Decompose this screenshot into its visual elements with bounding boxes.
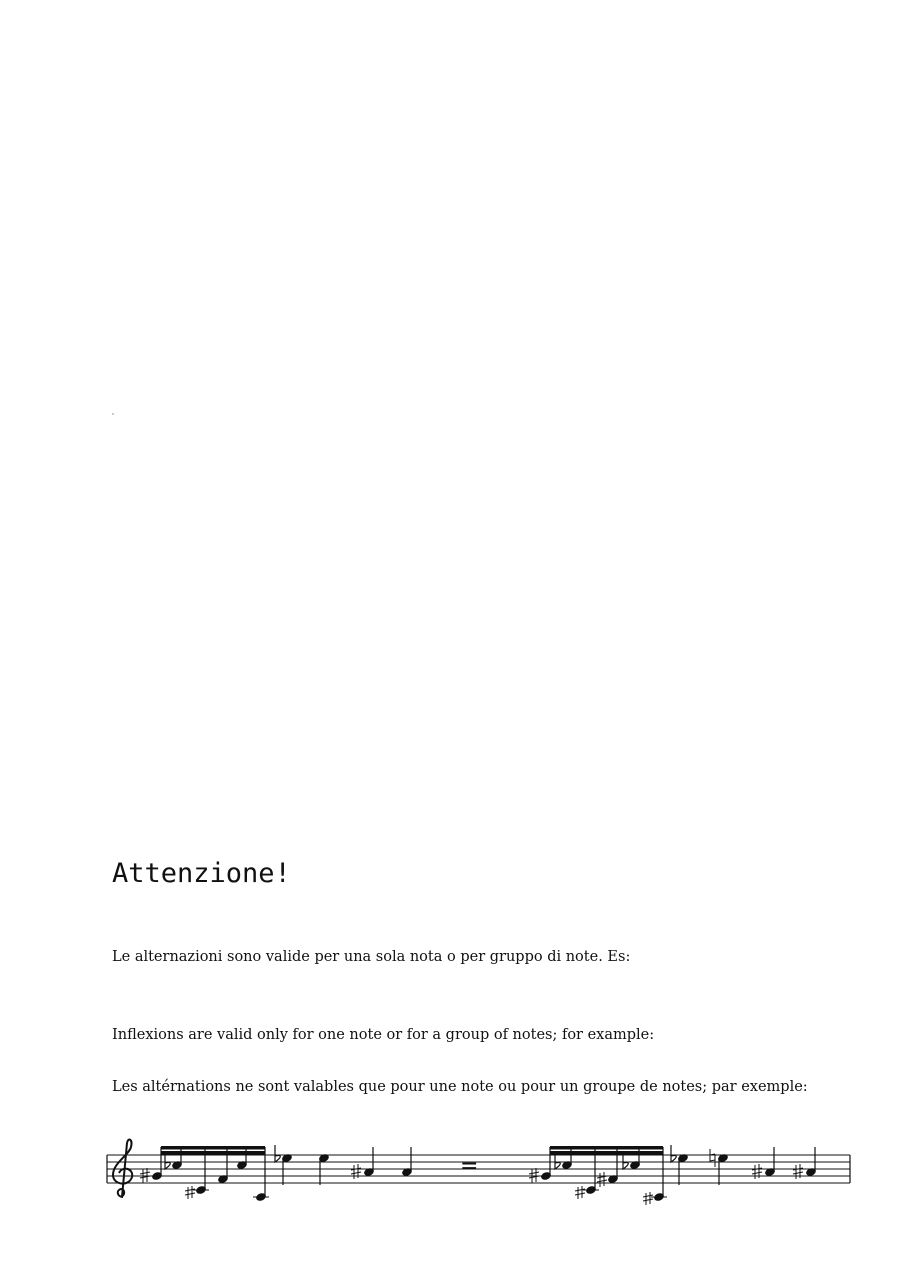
note-beam [161, 1146, 265, 1150]
treble-clef-icon [113, 1140, 132, 1197]
note-beam [550, 1151, 663, 1155]
note-beam [550, 1146, 663, 1150]
sharp-icon [575, 1186, 585, 1199]
paper-speck [112, 413, 114, 415]
flat-icon [275, 1145, 280, 1162]
sharp-icon [597, 1172, 607, 1187]
sharp-icon [793, 1164, 803, 1179]
page-heading: Attenzione! [112, 858, 291, 889]
sharp-icon [643, 1192, 653, 1205]
natural-icon [710, 1149, 715, 1167]
italian-paragraph: Le alternazioni sono valide per una sola nota o per gruppo di note. Es: [112, 949, 631, 965]
equals-sign: = [460, 1154, 479, 1179]
sharp-icon [185, 1186, 195, 1199]
english-paragraph: Inflexions are valid only for one note or for a group of notes; for example: [112, 1027, 655, 1043]
sharp-icon [351, 1164, 361, 1179]
sharp-icon [752, 1164, 762, 1179]
music-example-staff [105, 1135, 860, 1210]
flat-icon [671, 1145, 676, 1162]
note-beam [161, 1151, 265, 1155]
french-paragraph: Les altérnations ne sont valables que pour une note ou pour un groupe de notes; par exemple: [112, 1079, 808, 1095]
